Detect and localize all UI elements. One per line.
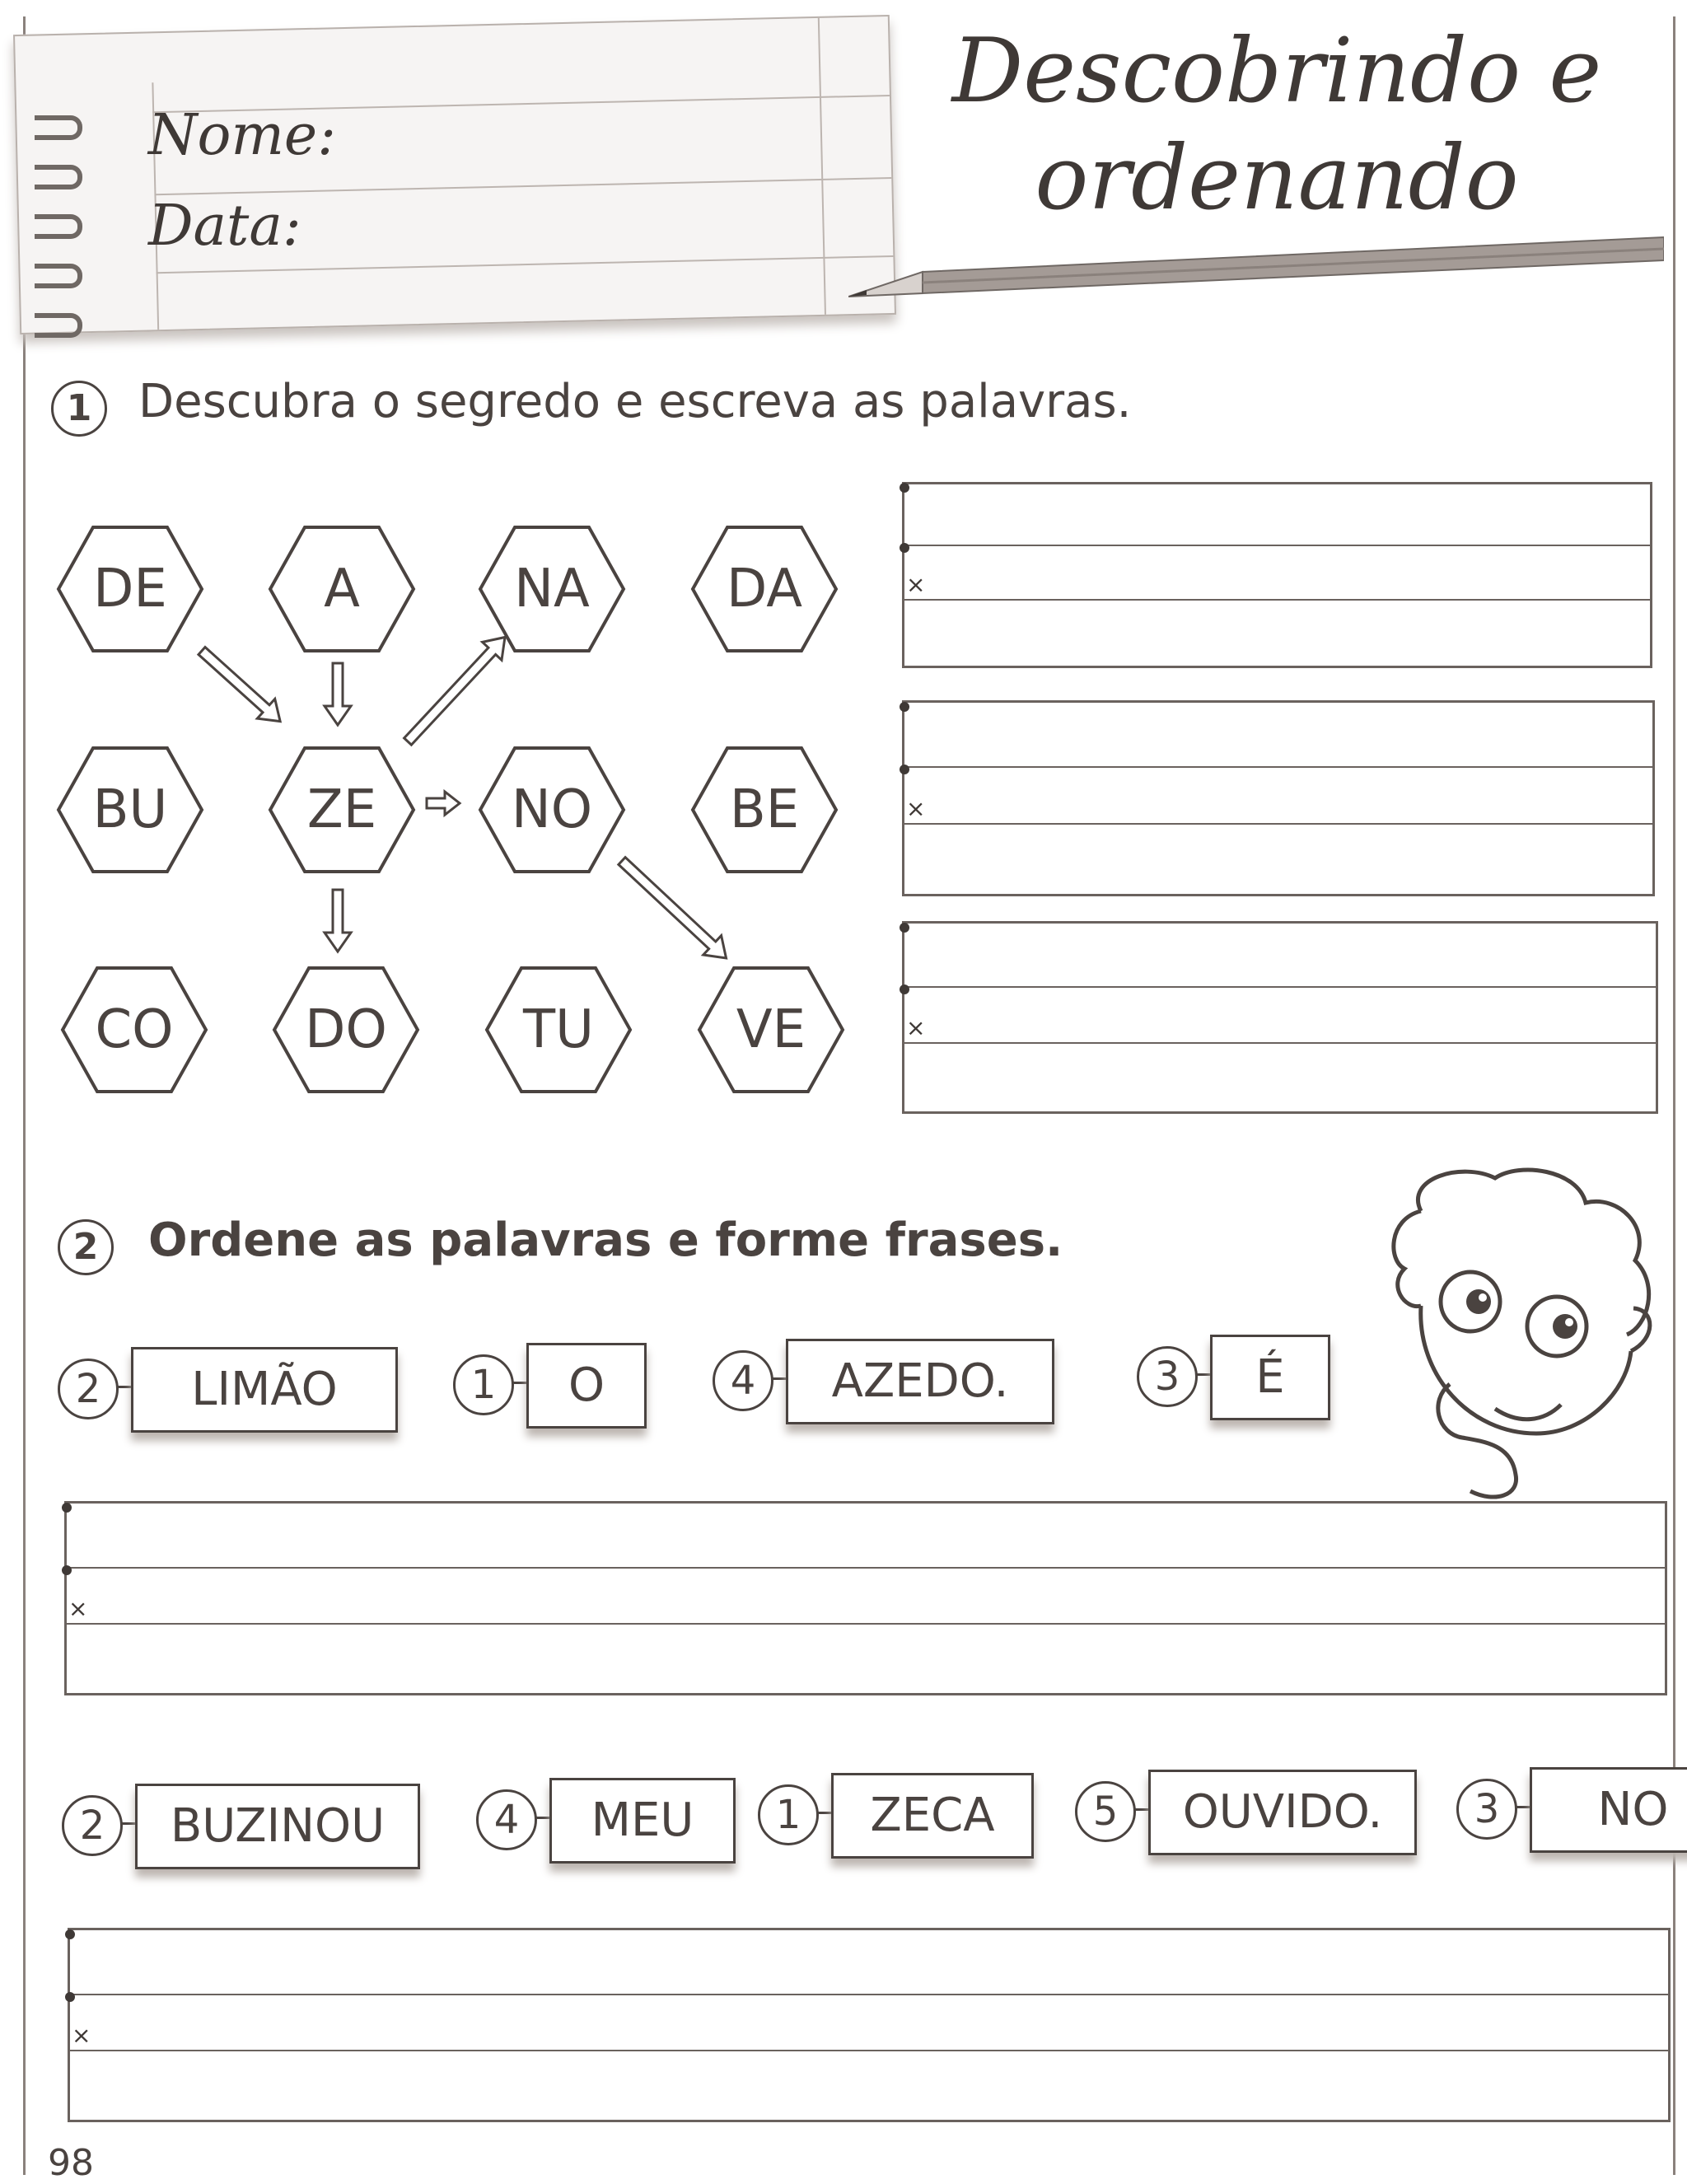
order-number-badge: 5 bbox=[1075, 1781, 1136, 1842]
answer-box-1[interactable] bbox=[902, 482, 1652, 668]
line-start-dot-icon bbox=[62, 1503, 72, 1513]
hexagon-label: ZE bbox=[306, 779, 377, 840]
line-start-x-icon: × bbox=[68, 1595, 88, 1622]
date-label: Data: bbox=[148, 194, 301, 259]
sentence2-word-group bbox=[1456, 1767, 1687, 1858]
question-2-number: 2 bbox=[58, 1219, 114, 1275]
sentence2-word-group bbox=[1075, 1770, 1414, 1860]
hexagon-label: CO bbox=[95, 999, 174, 1060]
connector-line bbox=[771, 1377, 786, 1380]
hexagon-label: TU bbox=[523, 999, 594, 1060]
sentence1-word-group bbox=[58, 1347, 395, 1438]
question-2-instruction: Ordene as palavras e forme frases. bbox=[148, 1214, 1063, 1267]
line-start-x-icon: × bbox=[906, 1014, 926, 1041]
thinking-boy-icon bbox=[1372, 1162, 1668, 1508]
question-1-instruction: Descubra o segredo e escreva as palavras. bbox=[138, 375, 1132, 428]
order-number-badge: 4 bbox=[476, 1789, 537, 1850]
hexagon-label: NA bbox=[514, 559, 590, 620]
sentence2-word-group bbox=[758, 1773, 1031, 1864]
page-title-line1: Descobrindo e bbox=[951, 20, 1602, 123]
ruled-line bbox=[70, 1994, 1668, 1995]
order-number-badge: 3 bbox=[1456, 1779, 1517, 1840]
word-card: MEU bbox=[549, 1778, 736, 1864]
arrow-ze-to-no-icon bbox=[427, 792, 460, 815]
sentence2-word-group bbox=[476, 1778, 733, 1868]
line-start-dot-icon bbox=[900, 702, 909, 712]
sentence2-word-group bbox=[62, 1784, 418, 1874]
ruled-line bbox=[904, 599, 1650, 601]
arrow-no-to-ve-icon bbox=[613, 851, 735, 967]
sentence-1-answer-box[interactable] bbox=[64, 1501, 1667, 1695]
word-card: OUVIDO. bbox=[1148, 1770, 1417, 1855]
connector-line bbox=[116, 1386, 131, 1388]
ruled-line bbox=[904, 545, 1650, 546]
order-number-badge: 1 bbox=[453, 1354, 514, 1415]
connector-line bbox=[1195, 1373, 1210, 1376]
ruled-line bbox=[67, 1623, 1665, 1625]
ruled-line bbox=[904, 1042, 1656, 1044]
word-card: BUZINOU bbox=[135, 1784, 420, 1869]
word-card: É bbox=[1210, 1335, 1330, 1420]
line-start-x-icon: × bbox=[906, 571, 926, 598]
word-card: NO bbox=[1530, 1767, 1687, 1853]
order-number-badge: 3 bbox=[1137, 1346, 1198, 1407]
sentence-2-answer-box[interactable] bbox=[68, 1928, 1671, 2122]
word-card: ZECA bbox=[831, 1773, 1034, 1859]
sentence1-word-group bbox=[453, 1343, 644, 1433]
sentence1-word-group bbox=[713, 1339, 1052, 1429]
connector-line bbox=[816, 1812, 831, 1814]
order-number-badge: 2 bbox=[58, 1359, 119, 1419]
arrow-ze-to-na-icon bbox=[398, 629, 514, 751]
hexagon-label: DA bbox=[727, 559, 802, 620]
line-start-dot-icon bbox=[900, 984, 909, 994]
line-start-dot-icon bbox=[62, 1565, 72, 1575]
word-card: O bbox=[526, 1343, 647, 1429]
arrow-ze-to-do-icon bbox=[325, 890, 351, 952]
connector-line bbox=[535, 1817, 549, 1819]
hexagon-label: DE bbox=[93, 559, 167, 620]
connector-line bbox=[120, 1822, 135, 1825]
ruled-line bbox=[70, 2050, 1668, 2051]
line-start-dot-icon bbox=[65, 1992, 75, 2002]
answer-box-3[interactable] bbox=[902, 921, 1658, 1114]
page-number: 98 bbox=[48, 2142, 94, 2184]
question-1-number: 1 bbox=[51, 381, 107, 437]
order-number-badge: 1 bbox=[758, 1784, 819, 1845]
answer-box-2[interactable] bbox=[902, 700, 1655, 896]
sentence1-word-group bbox=[1137, 1335, 1328, 1425]
hexagon-label: VE bbox=[736, 999, 806, 1060]
word-card: LIMÃO bbox=[131, 1347, 398, 1433]
ruled-line bbox=[904, 823, 1652, 825]
line-start-dot-icon bbox=[900, 765, 909, 774]
arrow-de-to-ze-icon bbox=[193, 641, 289, 731]
order-number-badge: 4 bbox=[713, 1350, 773, 1411]
line-start-dot-icon bbox=[900, 923, 909, 933]
line-start-dot-icon bbox=[900, 543, 909, 553]
page-title-line2: ordenando bbox=[1035, 127, 1519, 230]
hexagon-label: BU bbox=[92, 779, 168, 840]
line-start-x-icon: × bbox=[906, 795, 926, 822]
line-start-dot-icon bbox=[65, 1929, 75, 1939]
arrow-a-to-ze-icon bbox=[325, 663, 351, 725]
connector-line bbox=[1515, 1806, 1530, 1808]
word-card: AZEDO. bbox=[786, 1339, 1054, 1424]
hexagon-label: A bbox=[324, 559, 360, 620]
ruled-line bbox=[904, 766, 1652, 768]
ruled-line bbox=[67, 1567, 1665, 1569]
name-label: Nome: bbox=[148, 103, 337, 168]
connector-line bbox=[1133, 1808, 1148, 1811]
line-start-dot-icon bbox=[900, 483, 909, 493]
hexagon-label: DO bbox=[305, 999, 387, 1060]
hexagon-label: BE bbox=[729, 779, 800, 840]
connector-line bbox=[512, 1382, 526, 1384]
ruled-line bbox=[904, 986, 1656, 988]
line-start-x-icon: × bbox=[72, 2022, 91, 2049]
order-number-badge: 2 bbox=[62, 1795, 123, 1856]
hexagon-label: NO bbox=[511, 779, 593, 840]
